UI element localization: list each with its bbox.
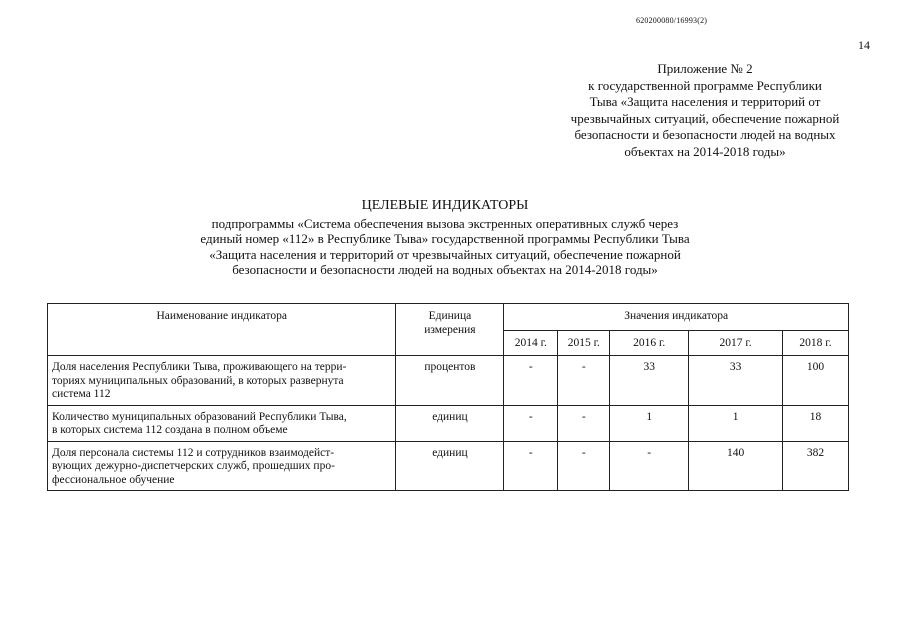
value-cell: - [504,405,558,441]
indicator-name-line: система 112 [52,388,111,400]
appendix-line: чрезвычайных ситуаций, обеспечение пожарной [570,110,840,126]
appendix-note [540,61,870,160]
value-cell: 33 [689,356,783,406]
value-cell: - [558,405,610,441]
indicator-unit: единиц [396,405,504,441]
appendix-line: к государственной программе Республики [588,77,822,93]
col-header-unit [396,304,504,356]
indicator-unit: единиц [396,441,504,491]
indicator-name-line: Доля персонала системы 112 и сотрудников взаимодейст- [52,446,335,459]
document-code: 620200080/16993(2) [636,16,708,25]
document-title [100,198,790,278]
indicator-name-line: вующих дежурно-диспетчерских служб, прошедших про- [52,460,335,472]
indicators-table [47,303,849,491]
page-title: ЦЕЛЕВЫЕ ИНДИКАТОРЫ [361,198,529,213]
col-header-name: Наименование индикатора [48,304,396,356]
indicator-name-line: ториях муниципальных образований, в которых развернута [52,374,344,387]
col-header-unit-line1: Единица [428,310,472,322]
col-header-unit-line2: измерения [424,323,476,336]
indicator-name-line: Доля населения Республики Тыва, проживающего на терри- [52,361,347,373]
value-cell: - [558,356,610,406]
value-cell: 33 [610,356,689,406]
page-number: 14 [858,38,870,52]
subtitle-line: подпрограммы «Система обеспечения вызова экстренных оперативных служб через [211,215,679,231]
table-row [48,356,849,406]
value-cell: 1 [610,405,689,441]
appendix-line: Тыва «Защита населения и территорий от [589,94,821,109]
col-header-year: 2016 г. [610,330,689,356]
value-cell: - [504,441,558,491]
indicator-name-line: в которых система 112 создана в полном объеме [52,424,288,436]
value-cell: 1 [689,405,783,441]
value-cell: 18 [783,405,849,441]
col-header-year: 2015 г. [558,330,610,356]
value-cell: 382 [783,441,849,491]
value-cell: - [558,441,610,491]
value-cell: 100 [783,356,849,406]
appendix-line: Приложение № 2 [657,61,753,76]
subtitle-line: единый номер «112» в Республике Тыва» государственной программы Республики Тыва [200,231,690,246]
value-cell: - [504,356,558,406]
table-header-row [48,304,849,331]
table-row [48,405,849,441]
indicator-unit: процентов [396,356,504,406]
table-row [48,441,849,491]
indicator-name-line: Количество муниципальных образований Республики Тыва, [52,410,347,423]
value-cell: - [610,441,689,491]
indicator-name-line: фессиональное обучение [52,473,175,486]
col-header-year: 2018 г. [783,330,849,356]
col-header-year: 2014 г. [504,330,558,356]
subtitle-line: «Защита населения и территорий от чрезвычайных ситуаций, обеспечение пожарной [209,246,681,262]
indicator-name [48,405,396,441]
indicator-name [48,441,396,491]
subtitle-line: безопасности и безопасности людей на водных объектах на 2014-2018 годы» [232,262,658,277]
value-cell: 140 [689,441,783,491]
indicator-name [48,356,396,406]
appendix-line: безопасности и безопасности людей на водных [574,127,836,142]
appendix-line: объектах на 2014-2018 годы» [624,143,786,159]
col-header-year: 2017 г. [689,330,783,356]
col-header-values: Значения индикатора [504,304,849,331]
